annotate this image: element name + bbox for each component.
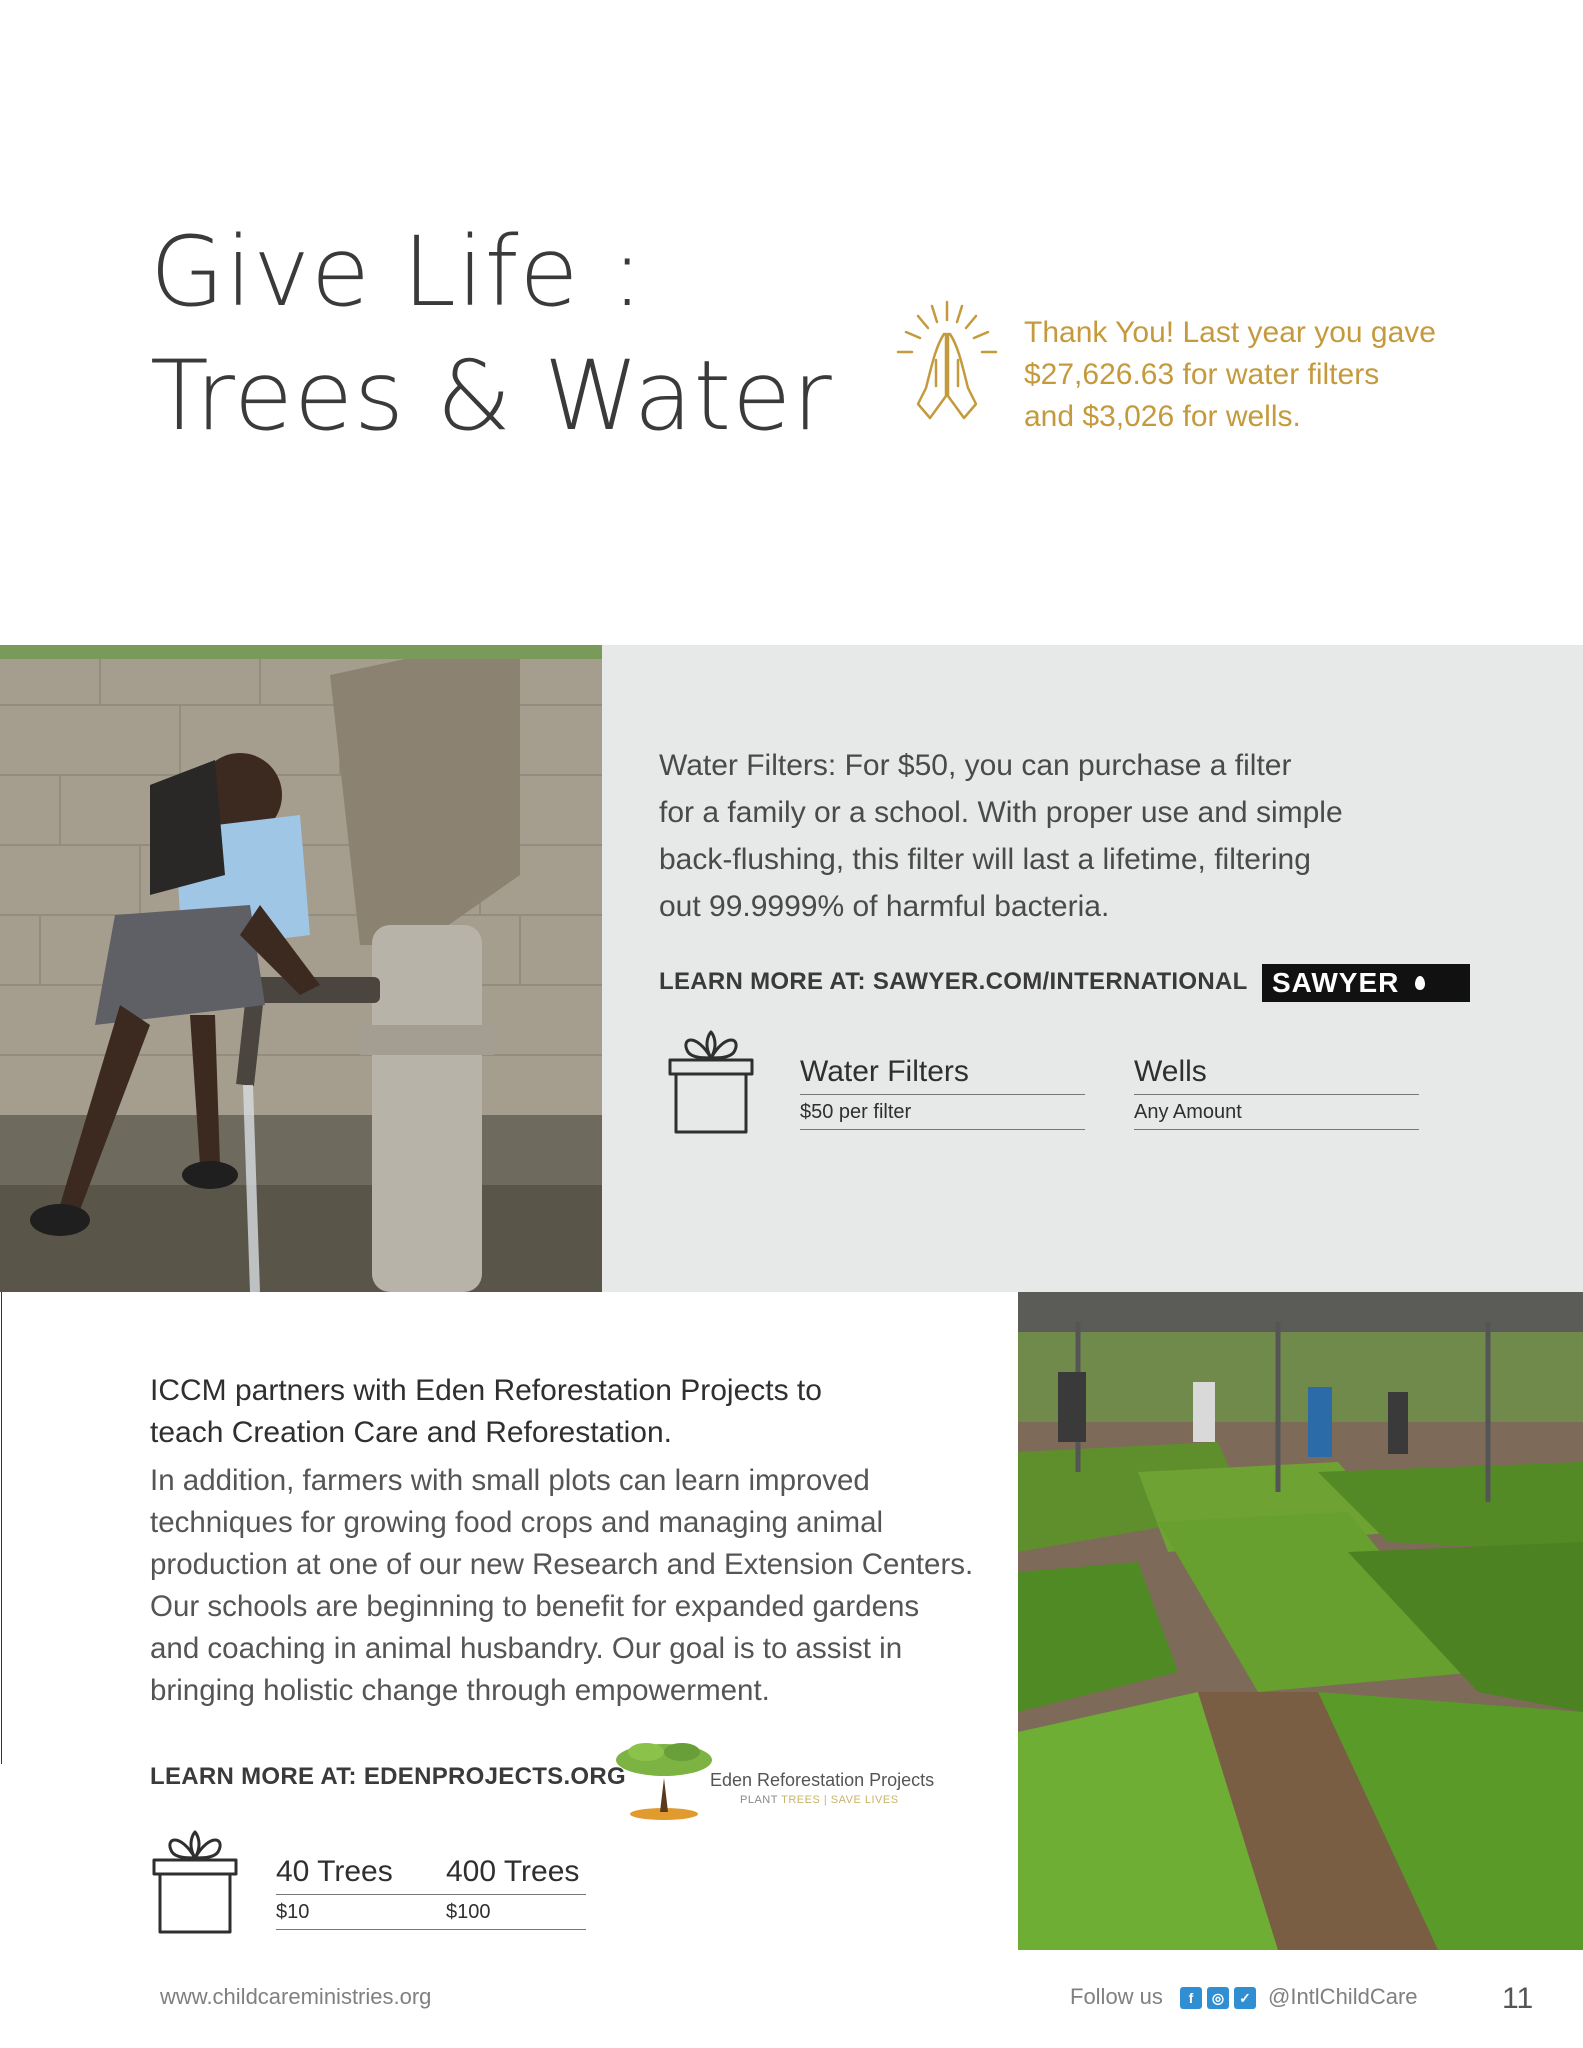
instagram-icon[interactable]: ◎ xyxy=(1207,1987,1229,2009)
text-line: production at one of our new Research and Extension Centers. xyxy=(150,1548,974,1581)
text-line: back-flushing, this filter will last a lifetime, filtering xyxy=(659,843,1311,876)
eden-logo-name: Eden Reforestation Projects xyxy=(710,1770,935,1790)
tagline-part: TREES | SAVE xyxy=(781,1794,862,1806)
option-name: Water Filters xyxy=(800,1052,1085,1095)
title-line-1: Give Life : xyxy=(150,216,645,328)
forty-trees-option[interactable] xyxy=(276,1852,446,1930)
option-price: $50 per filter xyxy=(800,1101,912,1123)
text-line: bringing holistic change through empowerment. xyxy=(150,1674,770,1707)
text-line: techniques for growing food crops and managing animal xyxy=(150,1506,884,1539)
four-hundred-trees-option[interactable] xyxy=(446,1852,586,1930)
heading-line: teach Creation Care and Reforestation. xyxy=(150,1416,672,1449)
thanks-line: $27,626.63 for water filters xyxy=(1024,358,1380,391)
title-line-2: Trees & Water xyxy=(150,340,833,452)
girl-at-water-pump-photo xyxy=(0,645,602,1292)
facebook-icon[interactable]: f xyxy=(1180,1987,1202,2009)
option-name: 400 Trees xyxy=(446,1852,586,1895)
water-filters-description xyxy=(659,742,1379,930)
text-line: and coaching in animal husbandry. Our goal is to assist in xyxy=(150,1632,903,1665)
heading-line: ICCM partners with Eden Reforestation Projects to xyxy=(150,1374,822,1407)
wells-option[interactable] xyxy=(1134,1052,1419,1130)
social-handle[interactable]: @IntlChildCare xyxy=(1268,1984,1418,2009)
option-price: Any Amount xyxy=(1134,1101,1242,1123)
page-number: 11 xyxy=(1502,1982,1534,2015)
gift-icon xyxy=(150,1828,240,1938)
eden-logo-tagline xyxy=(740,1794,899,1806)
text-line: Water Filters: For $50, you can purchase a filter xyxy=(659,749,1292,782)
water-drop-icon xyxy=(1415,976,1425,990)
eden-learn-more-link[interactable]: LEARN MORE AT: EDENPROJECTS.ORG xyxy=(150,1763,626,1790)
reforestation-description xyxy=(150,1460,1010,1712)
text-line: out 99.9999% of harmful bacteria. xyxy=(659,890,1110,923)
sawyer-learn-more-link[interactable]: LEARN MORE AT: SAWYER.COM/INTERNATIONAL xyxy=(659,968,1248,995)
text-line: for a family or a school. With proper use and simple xyxy=(659,796,1343,829)
praying-hands-icon xyxy=(892,300,1002,430)
tree-nursery-photo xyxy=(1018,1292,1583,1950)
page-title xyxy=(150,210,833,458)
tagline-part: PLANT xyxy=(740,1794,778,1806)
thank-you-note xyxy=(1024,312,1454,438)
option-name: 40 Trees xyxy=(276,1852,446,1895)
option-price: $10 xyxy=(276,1901,310,1923)
website-url[interactable]: www.childcareministries.org xyxy=(160,1984,432,2009)
sawyer-logo-text: SAWYER xyxy=(1272,967,1400,998)
option-name: Wells xyxy=(1134,1052,1419,1095)
option-price: $100 xyxy=(446,1901,491,1923)
tagline-part: LIVES xyxy=(864,1794,899,1806)
text-line: In addition, farmers with small plots can learn improved xyxy=(150,1464,870,1497)
eden-partnership-heading xyxy=(150,1370,870,1454)
follow-us-label: Follow us xyxy=(1070,1984,1163,2009)
sawyer-logo xyxy=(1262,964,1470,1002)
twitter-icon[interactable]: ✓ xyxy=(1234,1987,1256,2009)
water-filters-option[interactable] xyxy=(800,1052,1085,1130)
section-divider xyxy=(1,1292,2,1764)
gift-icon xyxy=(666,1028,756,1138)
thanks-line: Thank You! Last year you gave xyxy=(1024,316,1436,349)
thanks-line: and $3,026 for wells. xyxy=(1024,400,1301,433)
text-line: Our schools are beginning to benefit for expanded gardens xyxy=(150,1590,920,1623)
